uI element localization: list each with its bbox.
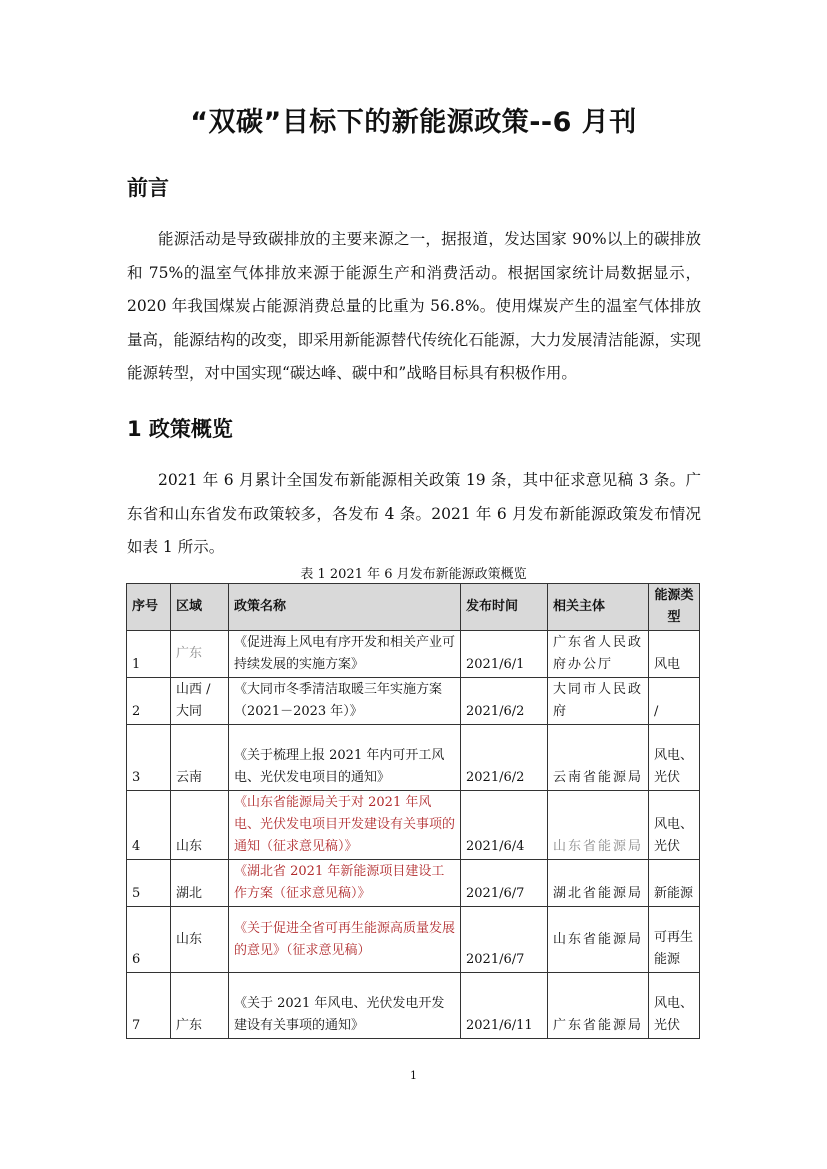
cell-region: 云南: [171, 725, 229, 791]
policy-table: [126, 583, 700, 1039]
cell-region: 山西 / 大同: [171, 678, 229, 725]
cell-policy-name: 《关于梳理上报 2021 年内可开工风电、光伏发电项目的通知》: [229, 725, 461, 791]
cell-date: 2021/6/2: [461, 725, 548, 791]
table-row: [127, 791, 700, 860]
cell-organization: 湖北省能源局: [548, 860, 649, 907]
table-row: [127, 631, 700, 678]
cell-energy-type: 风电、光伏: [649, 725, 700, 791]
cell-organization: 云南省能源局: [548, 725, 649, 791]
table-row: [127, 725, 700, 791]
cell-energy-type: /: [649, 678, 700, 725]
cell-policy-name: 《湖北省 2021 年新能源项目建设工作方案（征求意见稿）》: [229, 860, 461, 907]
header-energy-type: 能源类型: [649, 584, 700, 631]
preface-heading: 前言: [127, 176, 169, 200]
header-date: 发布时间: [461, 584, 548, 631]
cell-date: 2021/6/7: [461, 907, 548, 973]
table-header-row: [127, 584, 700, 631]
cell-no: 7: [127, 973, 171, 1039]
cell-no: 5: [127, 860, 171, 907]
table-row: [127, 678, 700, 725]
cell-no: 2: [127, 678, 171, 725]
cell-no: 3: [127, 725, 171, 791]
cell-region: 湖北: [171, 860, 229, 907]
cell-policy-name: 《关于 2021 年风电、光伏发电开发建设有关事项的通知》: [229, 973, 461, 1039]
cell-date: 2021/6/2: [461, 678, 548, 725]
cell-energy-type: 风电: [649, 631, 700, 678]
section-1-heading: 1 政策概览: [127, 417, 233, 441]
header-region: 区域: [171, 584, 229, 631]
table-caption: 表 1 2021 年 6 月发布新能源政策概览: [300, 567, 527, 582]
cell-date: 2021/6/7: [461, 860, 548, 907]
table-row: [127, 973, 700, 1039]
cell-region: 广东: [171, 631, 229, 678]
cell-organization: 山东省能源局: [548, 791, 649, 860]
cell-date: 2021/6/4: [461, 791, 548, 860]
table-row: [127, 860, 700, 907]
cell-policy-name: 《大同市冬季清洁取暖三年实施方案（2021－2023 年）》: [229, 678, 461, 725]
cell-no: 6: [127, 907, 171, 973]
cell-region: 山东: [171, 907, 229, 973]
cell-energy-type: 可再生能源: [649, 907, 700, 973]
cell-energy-type: 风电、光伏: [649, 791, 700, 860]
cell-energy-type: 风电、光伏: [649, 973, 700, 1039]
cell-organization: 大同市人民政府: [548, 678, 649, 725]
cell-date: 2021/6/11: [461, 973, 548, 1039]
page-number: 1: [410, 1069, 417, 1082]
cell-energy-type: 新能源: [649, 860, 700, 907]
document-title: “双碳”目标下的新能源政策--6 月刊: [190, 107, 637, 138]
cell-policy-name: 《关于促进全省可再生能源高质量发展的意见》（征求意见稿）: [229, 907, 461, 973]
cell-no: 4: [127, 791, 171, 860]
table-row: [127, 907, 700, 973]
cell-organization: 广东省能源局: [548, 973, 649, 1039]
cell-organization: 山东省能源局: [548, 907, 649, 973]
cell-organization: 广东省人民政府办公厅: [548, 631, 649, 678]
cell-policy-name: 《山东省能源局关于对 2021 年风电、光伏发电项目开发建设有关事项的通知（征求意见稿）》: [229, 791, 461, 860]
cell-no: 1: [127, 631, 171, 678]
preface-paragraph: 能源活动是导致碳排放的主要来源之一，据报道，发达国家 90%以上的碳排放和 75%的温室气体排放来源于能源生产和消费活动。根据国家统计局数据显示，2020 年我国煤炭占能源消费总量的比重为 56.8%。使用煤炭产生的温室气体排放量高，能源结构的改变，即采用新能源替代传统化石能源，大力发展清洁能源，实现能源转型，对中国实现“碳达峰、碳中和”战略目标具有积极作用。: [127, 230, 701, 382]
cell-date: 2021/6/1: [461, 631, 548, 678]
header-policy-name: 政策名称: [229, 584, 461, 631]
cell-region: 山东: [171, 791, 229, 860]
section-1-paragraph: 2021 年 6 月累计全国发布新能源相关政策 19 条，其中征求意见稿 3 条。广东省和山东省发布政策较多，各发布 4 条。2021 年 6 月发布新能源政策发布情况如表 1 所示。: [127, 471, 701, 556]
cell-policy-name: 《促进海上风电有序开发和相关产业可持续发展的实施方案》: [229, 631, 461, 678]
header-no: 序号: [127, 584, 171, 631]
header-organization: 相关主体: [548, 584, 649, 631]
cell-region: 广东: [171, 973, 229, 1039]
